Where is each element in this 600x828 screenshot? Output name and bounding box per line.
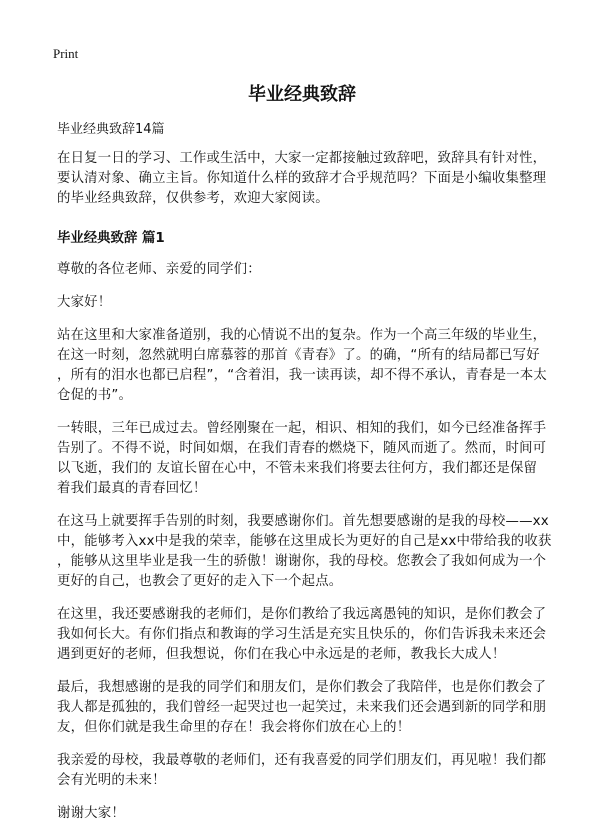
text-line: ，所有的泪水也都已启程”，“含着泪，我一读再读，却不得不承认，青春是一本太 [57, 368, 547, 383]
speech-body [57, 260, 557, 824]
text-line: 在这里，我还要感谢我的老师们，是你们教给了我远离愚钝的知识，是你们教会了 [57, 607, 547, 622]
document-title: 毕业经典致辞 [248, 84, 356, 105]
document-subtitle: 毕业经典致辞14篇 [57, 122, 165, 137]
text-line: 在这一时刻，忽然就明白席慕蓉的那首《青春》了。的确，“所有的结局都已写好 [57, 348, 540, 363]
text-line: 告别了。不得不说，时间如烟，在我们青春的燃烧下，随风而逝了。然而，时间可 [57, 441, 547, 456]
text-line: 一转眼，三年已成过去。曾经刚聚在一起，相识、相知的我们，如今已经准备挥手 [57, 421, 547, 436]
text-line: 以飞逝，我们的 友谊长留在心中，不管未来我们将要去往何方，我们都还是保留 [57, 461, 538, 476]
speech-paragraph [57, 751, 557, 791]
section-heading: 毕业经典致辞 篇1 [57, 231, 165, 246]
intro-paragraph [57, 149, 557, 209]
speech-paragraph [57, 804, 557, 824]
text-line: 在日复一日的学习、工作或生活中，大家一定都接触过致辞吧，致辞具有针对性， [57, 151, 547, 166]
speech-paragraph [57, 605, 557, 665]
text-line: 我亲爱的母校，我最尊敬的老师们，还有我喜爱的同学们朋友们，再见啦！我们都 [57, 753, 547, 768]
text-line: 的毕业经典致辞，仅供参考，欢迎大家阅读。 [57, 191, 329, 206]
text-line: 大家好！ [57, 295, 112, 310]
speech-paragraph [57, 260, 557, 280]
text-line: 最后，我想感谢的是我的同学们和朋友们，是你们教会了我陪伴，也是你们教会了 [57, 680, 547, 695]
speech-paragraph [57, 326, 557, 406]
text-line: 谢谢大家！ [57, 806, 125, 821]
speech-paragraph [57, 678, 557, 738]
speech-paragraph [57, 293, 557, 313]
text-line: ，能够从这里毕业是我一生的骄傲！谢谢你，我的母校。您教会了我如何成为一个 [57, 554, 547, 569]
text-line: 站在这里和大家准备道别，我的心情说不出的复杂。作为一个高三年级的毕业生， [57, 328, 547, 343]
text-line: 我人都是孤独的，我们曾经一起哭过也一起笑过，未来我们还会遇到新的同学和朋 [57, 700, 547, 715]
speech-paragraph [57, 512, 557, 592]
text-line: 友，但你们就是我生命里的存在！我会将你们放在心上的！ [57, 720, 411, 735]
text-line: 着我们最真的青春回忆！ [57, 481, 207, 496]
text-line: 我如何长大。有你们指点和教诲的学习生活是充实且快乐的，你们告诉我未来还会 [57, 627, 547, 642]
text-line: 要认清对象、确立主旨。你知道什么样的致辞才合乎规范吗？下面是小编收集整理 [57, 171, 547, 186]
text-line: 尊敬的各位老师、亲爱的同学们： [57, 262, 261, 277]
text-line: 会有光明的未来！ [57, 773, 166, 788]
text-line: 在这马上就要挥手告别的时刻，我要感谢你们。首先想要感谢的是我的母校——xx [57, 514, 549, 529]
text-line: 中，能够考入xx中是我的荣幸，能够在这里成长为更好的自己是xx中带给我的收获 [57, 534, 552, 549]
text-line: 更好的自己，也教会了更好的走入下一个起点。 [57, 574, 343, 589]
text-line: 遇到更好的老师，但我想说，你们在我心中永远是的老师，教我长大成人！ [57, 647, 506, 662]
print-link[interactable]: Print [53, 46, 79, 61]
speech-paragraph [57, 419, 557, 499]
text-line: 仓促的书”。 [57, 388, 133, 403]
